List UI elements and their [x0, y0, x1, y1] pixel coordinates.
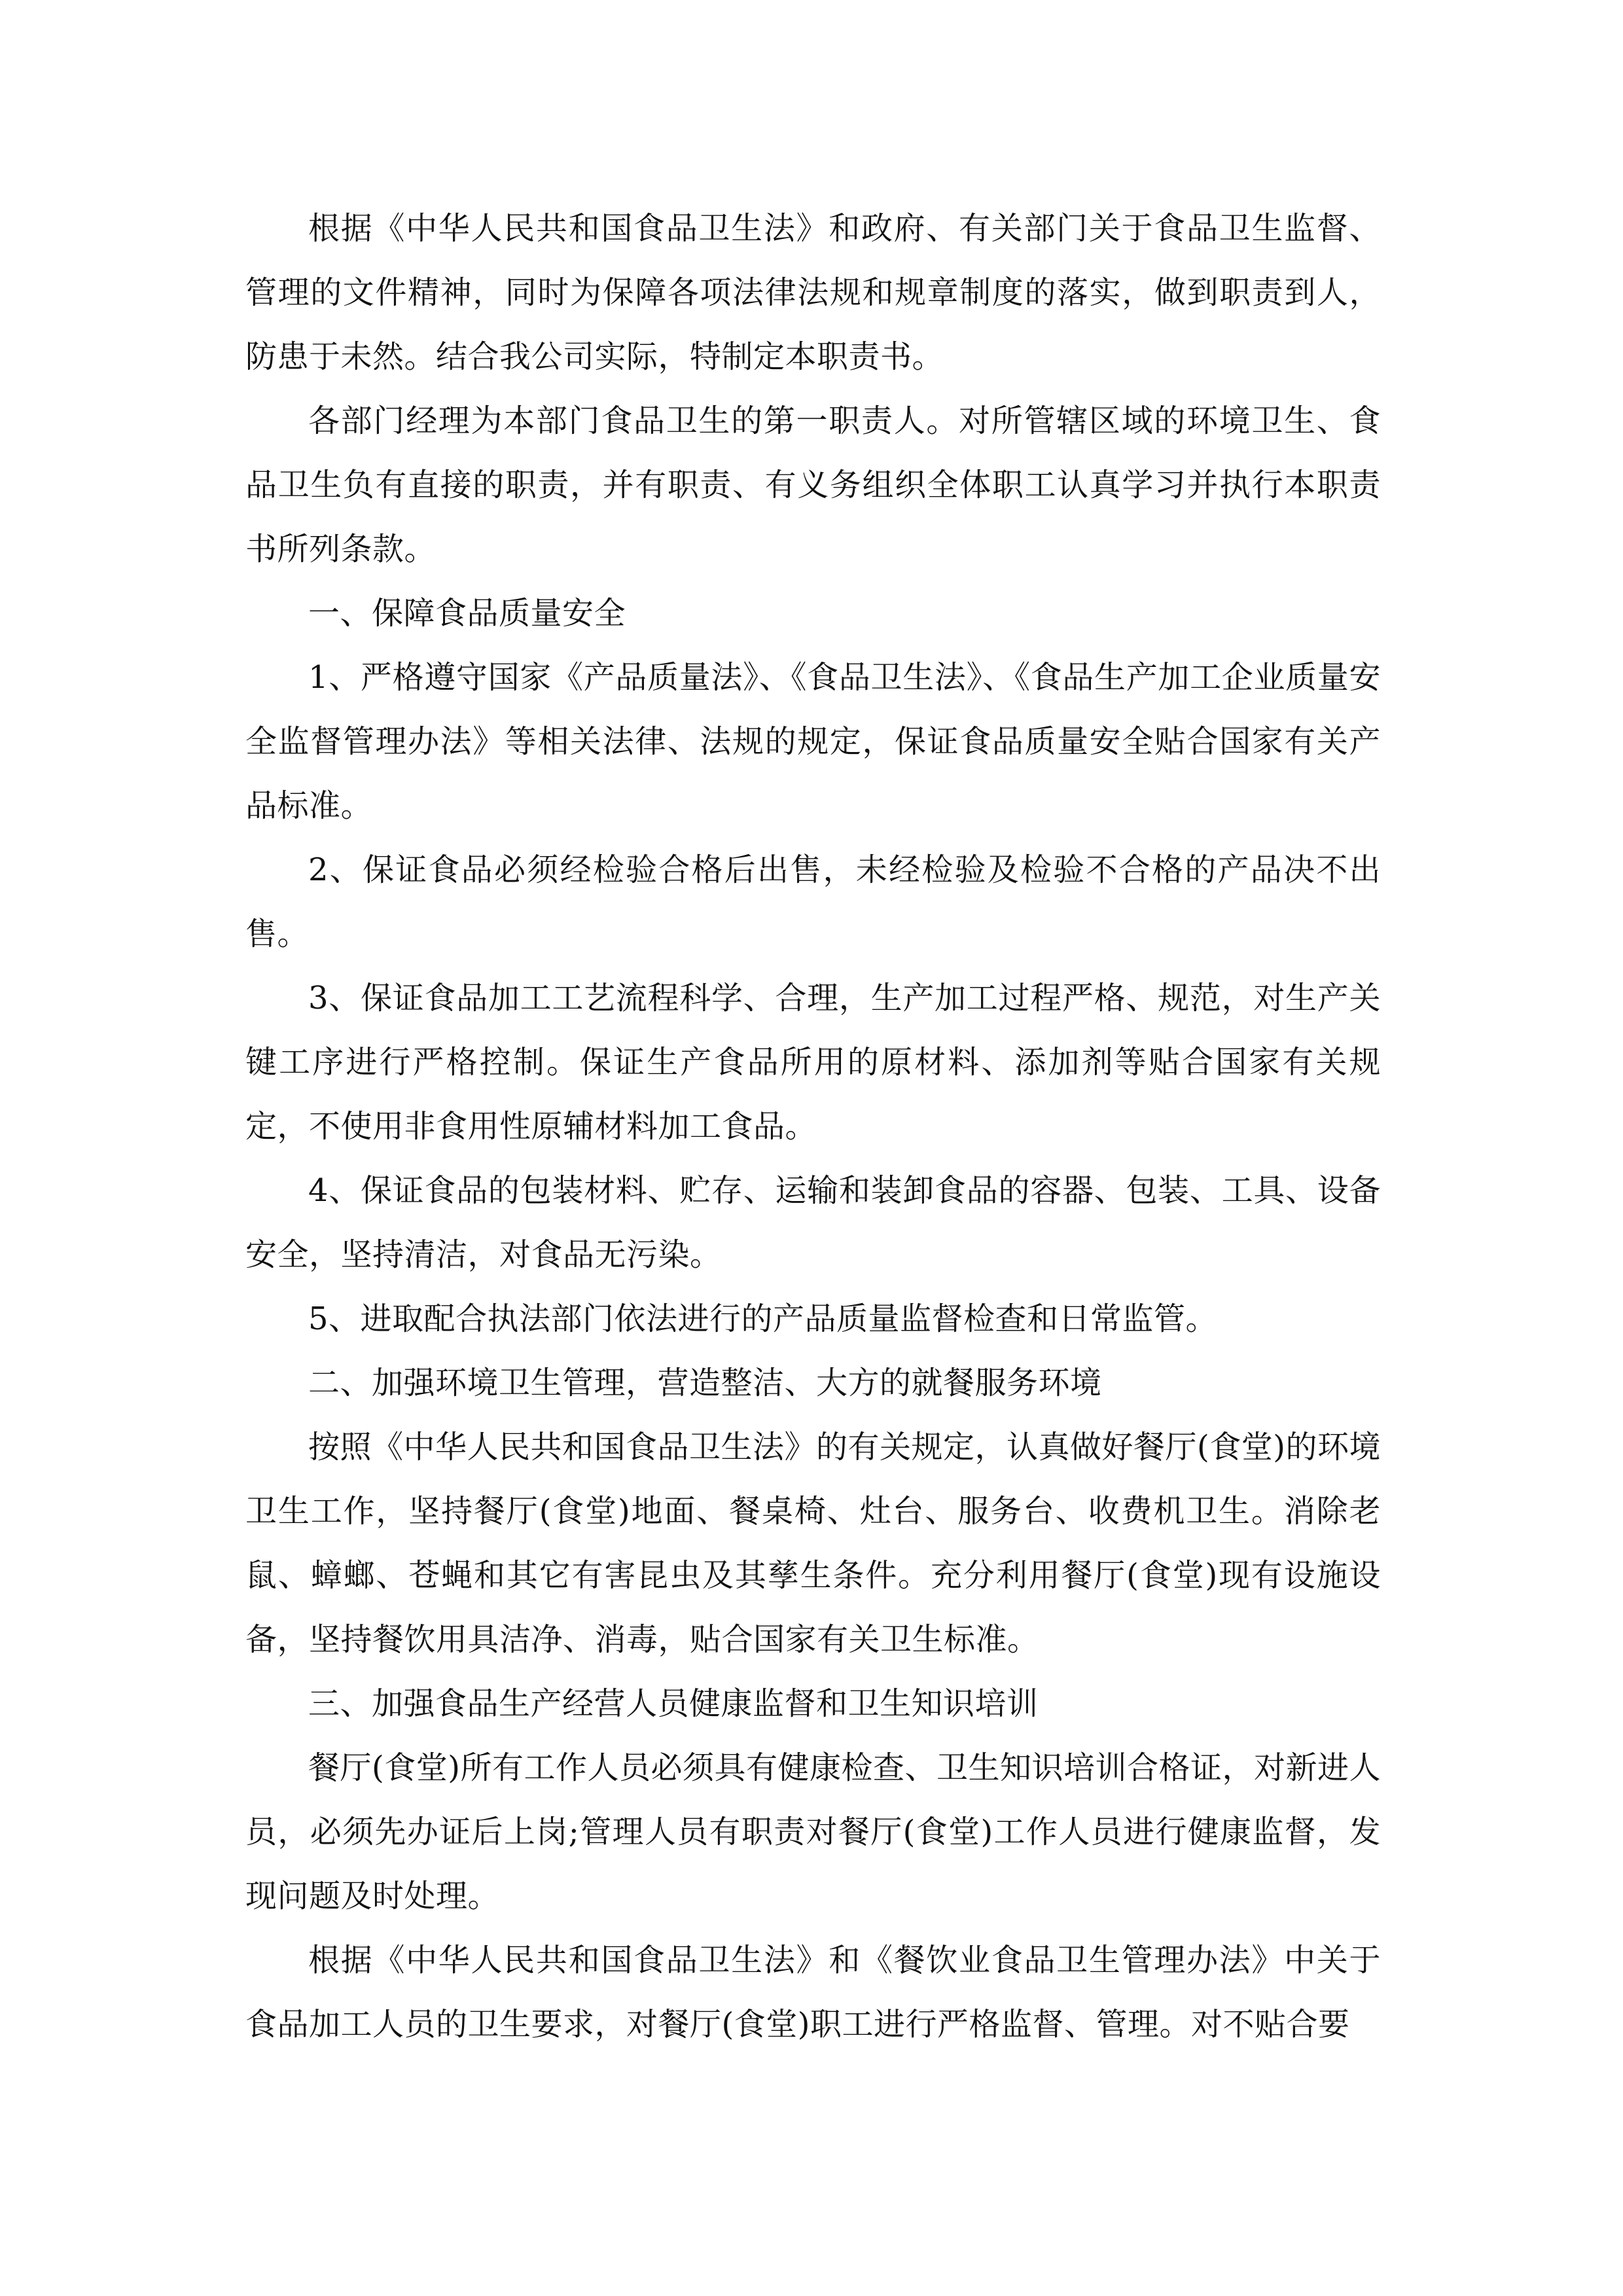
paragraph-responsibility: 各部门经理为本部门食品卫生的第一职责人。对所管辖区域的环境卫生、食品卫生负有直接的职责，并有职责、有义务组织全体职工认真学习并执行本职责书所列条款。 [245, 403, 1381, 567]
list-item-1: 1、严格遵守国家《产品质量法》、《食品卫生法》、《食品生产加工企业质量安全监督管理办法》等相关法律、法规的规定，保证食品质量安全贴合国家有关产品标准。 [245, 659, 1381, 824]
section-heading-1: 一、保障食品质量安全 [308, 595, 626, 632]
list-item-4: 4、保证食品的包装材料、贮存、运输和装卸食品的容器、包装、工具、设备安全，坚持清洁，对食品无污染。 [245, 1172, 1381, 1273]
paragraph-preamble: 根据《中华人民共和国食品卫生法》和政府、有关部门关于食品卫生监督、管理的文件精神，同时为保障各项法律法规和规章制度的落实，做到职责到人，防患于未然。结合我公司实际，特制定本职责书。 [245, 210, 1381, 375]
document-body [245, 196, 1381, 2056]
list-item-3: 3、保证食品加工工艺流程科学、合理，生产加工过程严格、规范，对生产关键工序进行严格控制。保证生产食品所用的原材料、添加剂等贴合国家有关规定，不使用非食用性原辅材料加工食品。 [245, 980, 1381, 1145]
paragraph-hygiene-requirements: 根据《中华人民共和国食品卫生法》和《餐饮业食品卫生管理办法》中关于食品加工人员的卫生要求，对餐厅(食堂)职工进行严格监督、管理。对不贴合要 [245, 1942, 1381, 2043]
section-heading-2: 二、加强环境卫生管理，营造整洁、大方的就餐服务环境 [308, 1365, 1102, 1401]
list-item-2: 2、保证食品必须经检验合格后出售，未经检验及检验不合格的产品决不出售。 [245, 852, 1381, 952]
paragraph-health-certificate: 餐厅(食堂)所有工作人员必须具有健康检查、卫生知识培训合格证，对新进人员，必须先办证后上岗;管理人员有职责对餐厅(食堂)工作人员进行健康监督，发现问题及时处理。 [245, 1749, 1381, 1914]
paragraph-environment: 按照《中华人民共和国食品卫生法》的有关规定，认真做好餐厅(食堂)的环境卫生工作，坚持餐厅(食堂)地面、餐桌椅、灶台、服务台、收费机卫生。消除老鼠、蟑螂、苍蝇和其它有害昆虫及其孳生条件。充分利用餐厅(食堂)现有设施设备，坚持餐饮用具洁净、消毒，贴合国家有关卫生标准。 [245, 1429, 1381, 1658]
list-item-5: 5、进取配合执法部门依法进行的产品质量监督检查和日常监管。 [308, 1300, 1218, 1337]
section-heading-3: 三、加强食品生产经营人员健康监督和卫生知识培训 [308, 1685, 1039, 1722]
